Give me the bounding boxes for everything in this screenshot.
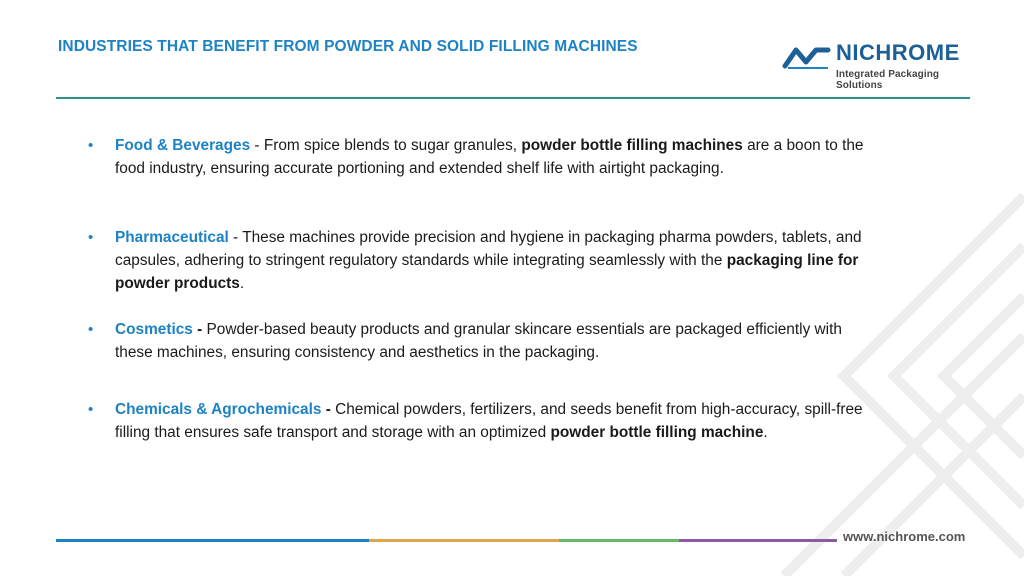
item-text-end: are a boon to the food industry, ensuring accurate portioning and extended shelf life with airtight packaging.	[115, 137, 864, 177]
item-text: Chemical powders, fertilizers, and seeds benefit from high-accuracy, spill-free filling that ensures safe transport and storage with an optimized	[115, 401, 863, 441]
separator: -	[228, 229, 243, 246]
industry-label: Cosmetics	[115, 321, 193, 338]
list-item-chemicals-agrochemicals	[86, 398, 866, 444]
footer-rule-blue	[56, 539, 369, 542]
nichrome-logo-mark-icon	[782, 42, 832, 70]
footer-rule-orange	[369, 539, 559, 542]
item-bold-text: powder bottle filling machines	[521, 137, 743, 154]
industry-label: Chemicals & Agrochemicals	[115, 401, 322, 418]
logo-name: NICHROME	[836, 40, 960, 65]
item-text-end: .	[239, 275, 245, 292]
item-bold-text: powder bottle filling machine	[550, 424, 764, 441]
item-text: These machines provide precision and hygiene in packaging pharma powders, tablets, and capsules, adhering to stringent regulatory standards while integrating seamlessly with the	[115, 229, 862, 269]
footer-rule-purple	[679, 539, 837, 542]
website-link[interactable]: www.nichrome.com	[843, 529, 966, 544]
item-text-end: .	[763, 424, 768, 441]
bullet-icon: •	[88, 321, 94, 338]
list-item-food-beverages	[86, 134, 866, 180]
logo-tagline: Integrated Packaging Solutions	[836, 69, 940, 91]
background-line-pattern	[724, 156, 1024, 576]
nichrome-logo	[782, 40, 972, 91]
page-title: INDUSTRIES THAT BENEFIT FROM POWDER AND SOLID FILLING MACHINES	[58, 38, 638, 55]
list-item-pharmaceutical	[86, 226, 866, 295]
separator: -	[321, 401, 336, 418]
separator: -	[192, 321, 207, 338]
item-text: From spice blends to sugar granules,	[263, 137, 522, 154]
footer-rule-green	[559, 539, 679, 542]
bullet-icon: •	[88, 137, 94, 154]
industry-label: Food & Beverages	[115, 137, 251, 154]
separator: -	[250, 137, 264, 154]
item-text: Powder-based beauty products and granular skincare essentials are packaged efficiently with these machines, ensuring consistency and aesthetics in the packaging.	[115, 321, 842, 361]
header-divider	[56, 97, 970, 99]
bullet-icon: •	[88, 229, 94, 246]
industry-label: Pharmaceutical	[115, 229, 229, 246]
list-item-cosmetics	[86, 318, 866, 364]
bullet-icon: •	[88, 401, 94, 418]
item-bold-text: packaging line for powder products	[115, 252, 859, 292]
